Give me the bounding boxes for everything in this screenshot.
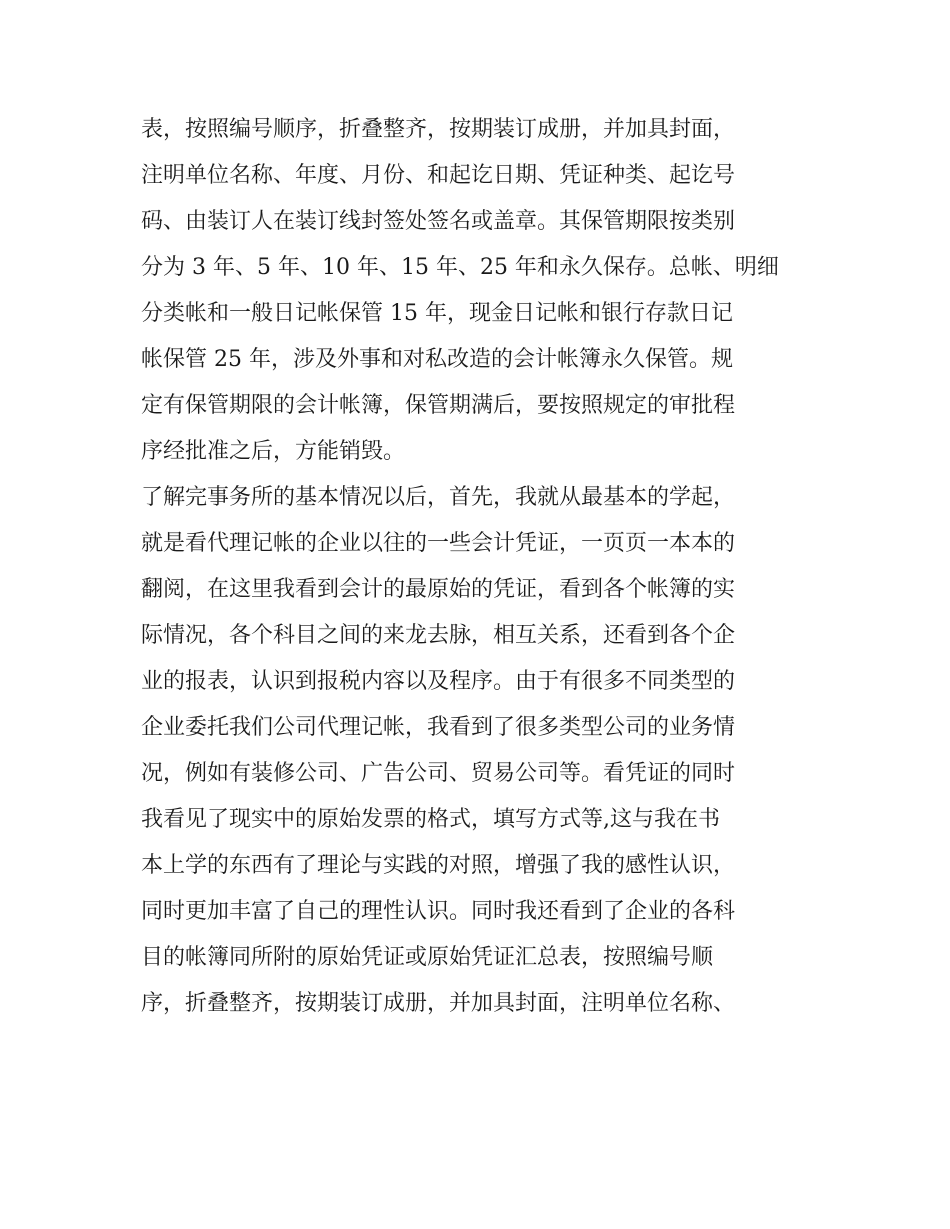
text-line-8: 序经批准之后，方能销毁。 [141, 439, 406, 464]
text-line-13: 业的报表，认识到报税内容以及程序。由于有很多不同类型的 [141, 669, 736, 694]
text-line-5: 分类帐和一般日记帐保管 15 年，现金日记帐和银行存款日记 [141, 301, 733, 326]
text-line-17: 本上学的东西有了理论与实践的对照，增强了我的感性认识， [141, 853, 736, 878]
text-line-11: 翻阅，在这里我看到会计的最原始的凭证，看到各个帐簿的实 [141, 577, 736, 602]
text-line-4: 分为 3 年、5 年、10 年、15 年、25 年和永久保存。总帐、明细 [141, 255, 779, 280]
text-line-15: 况，例如有装修公司、广告公司、贸易公司等。看凭证的同时 [141, 761, 736, 786]
text-line-18: 同时更加丰富了自己的理性认识。同时我还看到了企业的各科 [141, 899, 736, 924]
text-line-1: 表，按照编号顺序，折叠整齐，按期装订成册，并加具封面， [141, 117, 736, 142]
text-line-10: 就是看代理记帐的企业以往的一些会计凭证，一页页一本本的 [141, 531, 736, 556]
text-line-20: 序，折叠整齐，按期装订成册，并加具封面，注明单位名称、 [141, 991, 736, 1016]
text-line-12: 际情况，各个科目之间的来龙去脉，相互关系，还看到各个企 [141, 623, 736, 648]
body-text [141, 107, 841, 1027]
text-line-2: 注明单位名称、年度、月份、和起讫日期、凭证种类、起讫号 [141, 163, 736, 188]
text-line-7: 定有保管期限的会计帐簿，保管期满后，要按照规定的审批程 [141, 393, 736, 418]
text-line-19: 目的帐簿同所附的原始凭证或原始凭证汇总表，按照编号顺 [141, 945, 714, 970]
text-line-14: 企业委托我们公司代理记帐，我看到了很多类型公司的业务情 [141, 715, 736, 740]
text-line-3: 码、由装订人在装订线封签处签名或盖章。其保管期限按类别 [141, 209, 736, 234]
text-line-16: 我看见了现实中的原始发票的格式，填写方式等,这与我在书 [141, 807, 720, 832]
text-line-6: 帐保管 25 年，涉及外事和对私改造的会计帐簿永久保管。规 [141, 347, 733, 372]
text-line-9: 了解完事务所的基本情况以后，首先，我就从最基本的学起， [141, 485, 736, 510]
